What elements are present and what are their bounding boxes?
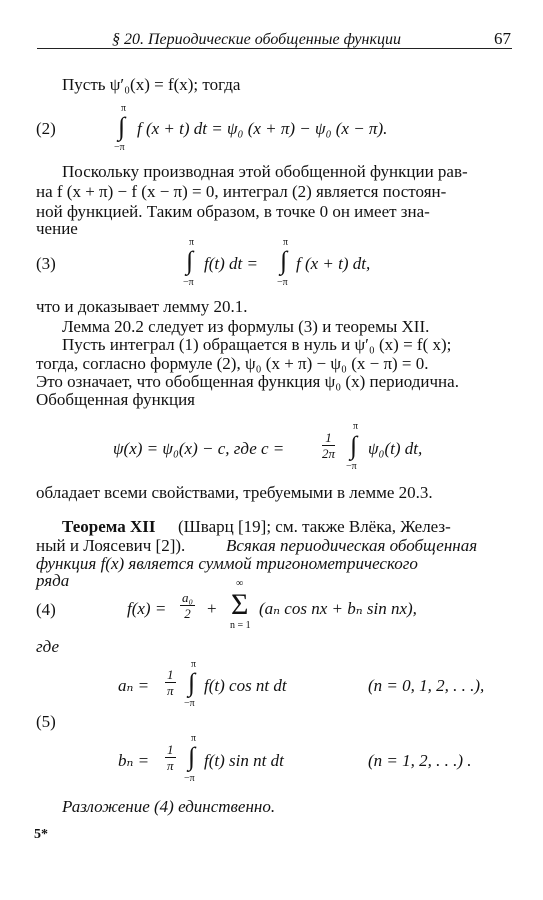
- para1-line3: ной функцией. Таким образом, в точке 0 он имеет зна-: [36, 202, 430, 221]
- eq4-frac-num: a₀: [182, 590, 194, 605]
- para1-line1: Поскольку производная этой обобщенной функции рав-: [62, 162, 468, 181]
- para2-line1: что и доказывает лемму 20.1.: [36, 297, 248, 316]
- bn-integral-sign: ∫: [188, 742, 196, 771]
- running-title: § 20. Периодические обобщенные функции: [112, 31, 401, 48]
- psi-eq-frac-num: 1: [322, 431, 335, 446]
- eq4-right: (aₙ cos nx + bₙ sin nx),: [259, 599, 417, 618]
- an-left: aₙ =: [118, 676, 150, 695]
- theorem-line1-rest: (Шварц [19]; см. также Влёка, Желез-: [178, 517, 451, 536]
- eq2-number: (2): [36, 119, 56, 138]
- para1-line4: чение: [36, 219, 78, 238]
- psi-eq-frac-den: 2π: [322, 446, 336, 461]
- theorem-title: Теорема XII: [62, 517, 156, 536]
- eq4-sum-lower: n = 1: [230, 620, 251, 631]
- para3: обладает всеми свойствами, требуемыми в лемме 20.3.: [36, 483, 433, 502]
- page-number: 67: [494, 29, 511, 48]
- bn-frac-den: π: [166, 758, 174, 773]
- bn-right: f(t) sin nt dt: [204, 751, 284, 770]
- psi-eq-left: ψ(x) = ψ₀(x) − c, где c =: [113, 439, 285, 458]
- an-upper-limit: π: [191, 659, 197, 670]
- eq4-sum-upper: ∞: [236, 578, 244, 589]
- eq5-number: (5): [36, 712, 56, 731]
- psi-eq-lower-limit: −π: [346, 461, 357, 472]
- bn-upper-limit: π: [191, 733, 197, 744]
- signature-mark: 5*: [34, 827, 48, 842]
- theorem-line2-italic: Всякая периодическая обобщенная: [226, 536, 478, 555]
- eq2-integral-sign: ∫: [118, 112, 126, 141]
- eq3-integral-sign-1: ∫: [186, 246, 194, 275]
- where-label: где: [36, 637, 59, 656]
- psi-eq-fraction: [322, 431, 335, 460]
- theorem-line3: функция f(x) является суммой тригонометрического: [36, 554, 418, 573]
- bn-left: bₙ =: [118, 751, 150, 770]
- an-frac-num: 1: [167, 667, 174, 682]
- closing-line: Разложение (4) единственно.: [62, 797, 276, 816]
- eq4-left: f(x) =: [127, 599, 167, 618]
- para2-line4: тогда, согласно формуле (2), ψ₀ (x + π) − ψ₀ (x − π) = 0.: [36, 354, 429, 373]
- psi-eq-right: ψ₀(t) dt,: [368, 439, 423, 458]
- bn-fraction: [165, 743, 176, 772]
- an-right: f(t) cos nt dt: [204, 676, 287, 695]
- para2-line2: Лемма 20.2 следует из формулы (3) и теоремы XII.: [62, 317, 430, 336]
- eq3-lower-limit-1: −π: [183, 277, 194, 288]
- psi-eq-upper-limit: π: [353, 421, 359, 432]
- an-range: (n = 0, 1, 2, . . .),: [368, 676, 485, 695]
- psi-eq-integral-sign: ∫: [350, 431, 358, 460]
- para2-line3: Пусть интеграл (1) обращается в нуль и ψ′₀ (x) = f( x);: [62, 335, 452, 354]
- eq4-sigma: Σ: [231, 588, 249, 621]
- eq4-number: (4): [36, 600, 56, 619]
- an-fraction: [165, 668, 176, 697]
- para1-line2: на f (x + π) − f (x − π) = 0, интеграл (2) является постоян-: [36, 182, 447, 201]
- bn-range: (n = 1, 2, . . .) .: [368, 751, 472, 770]
- eq3-integral-sign-2: ∫: [280, 246, 288, 275]
- intro-line: Пусть ψ′₀(x) = f(x); тогда: [62, 75, 241, 94]
- an-integral-sign: ∫: [188, 668, 196, 697]
- eq3-upper-limit-2: π: [283, 237, 289, 248]
- bn-frac-num: 1: [167, 742, 174, 757]
- eq4-fraction: [180, 591, 195, 620]
- theorem-line2-plain: ный и Лоясевич [2]).: [36, 536, 186, 555]
- eq3-right: f (x + t) dt,: [296, 254, 371, 273]
- eq3-number: (3): [36, 254, 56, 273]
- eq2-lower-limit: −π: [114, 142, 125, 153]
- eq3-left: f(t) dt =: [204, 254, 258, 273]
- eq3-lower-limit-2: −π: [277, 277, 288, 288]
- an-frac-den: π: [166, 683, 174, 698]
- eq2-upper-limit: π: [121, 103, 127, 114]
- an-lower-limit: −π: [184, 698, 195, 709]
- eq2-expression: f (x + t) dt = ψ₀ (x + π) − ψ₀ (x − π).: [137, 119, 388, 138]
- para2-line6: Обобщенная функция: [36, 390, 195, 409]
- para2-line5: Это означает, что обобщенная функция ψ₀ (x) периодична.: [36, 372, 459, 391]
- header-rule: [37, 48, 512, 49]
- eq3-upper-limit-1: π: [189, 237, 195, 248]
- bn-lower-limit: −π: [184, 773, 195, 784]
- theorem-line4: ряда: [36, 571, 70, 590]
- eq4-frac-den: 2: [184, 606, 191, 621]
- eq4-plus: +: [207, 599, 217, 618]
